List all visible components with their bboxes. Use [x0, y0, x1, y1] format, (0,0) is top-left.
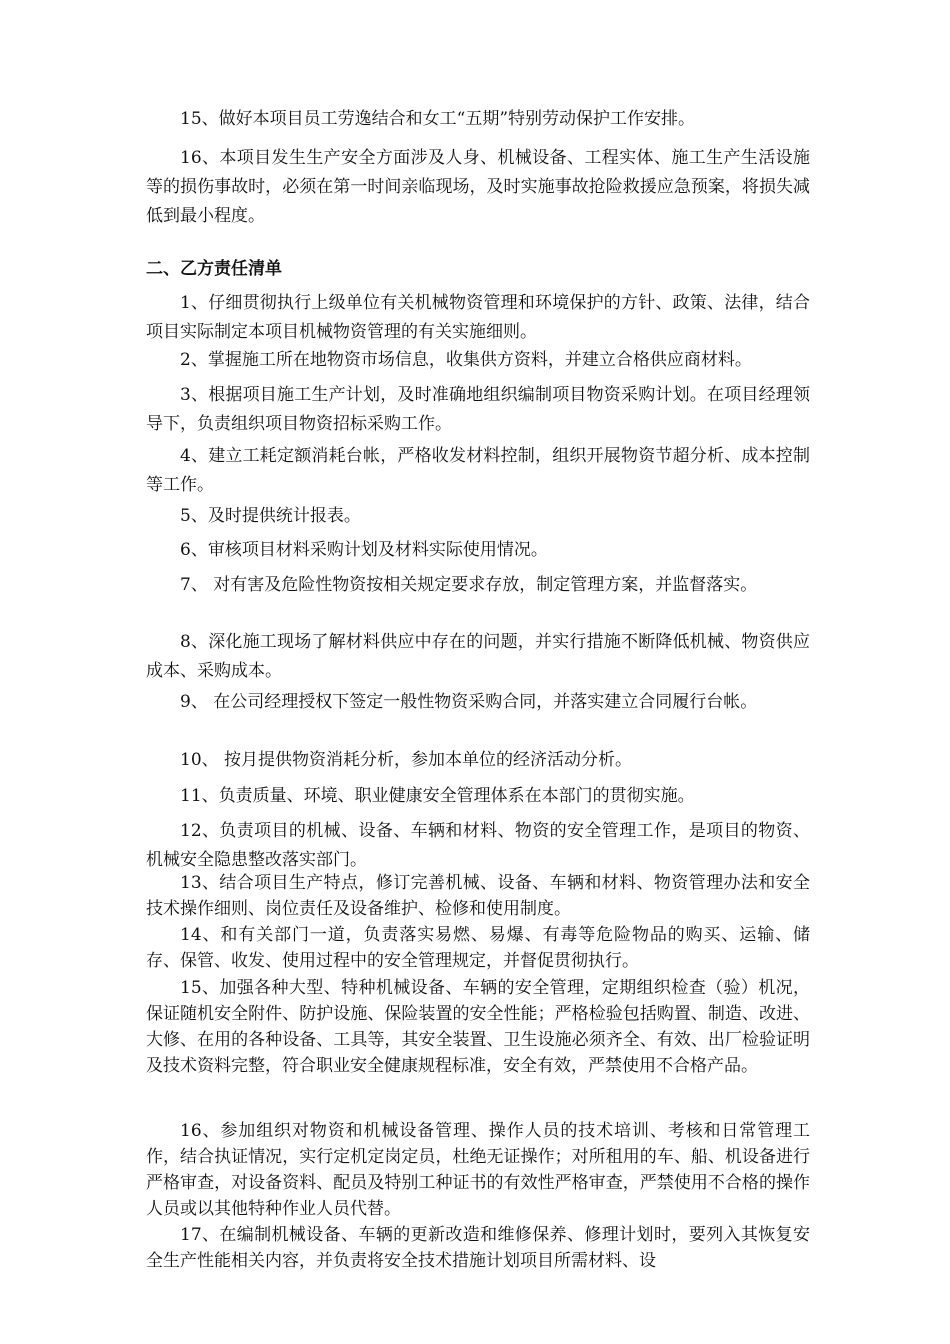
paragraph-c17: 17、在编制机械设备、车辆的更新改造和维修保养、修理计划时，要列入其恢复安全生产性能相关内容，并负责将安全技术措施计划项目所需材料、设 — [146, 1225, 810, 1271]
paragraph-b1: 1、仔细贯彻执行上级单位有关机械物资管理和环境保护的方针、政策、法律，结合项目实际制定本项目机械物资管理的有关实施细则。 — [146, 293, 810, 342]
section-heading: 二、乙方责任清单 — [146, 259, 282, 279]
paragraph-c16: 16、参加组织对物资和机械设备管理、操作人员的技术培训、考核和日常管理工作，结合执证情况，实行定机定岗定员，杜绝无证操作；对所租用的车、船、机设备进行严格审查，对设备资料、配员及特别工种证书的有效性严格审查，严禁使用不合格的操作人员或以其他特种作业人员代替。 — [146, 1121, 810, 1219]
paragraph-b7: 7、 对有害及危险性物资按相关规定要求存放，制定管理方案，并监督落实。 — [180, 575, 758, 595]
paragraph-c15: 15、加强各种大型、特种机械设备、车辆的安全管理，定期组织检查（验）机况，保证随机安全附件、防护设施、保险装置的安全性能；严格检验包括购置、制造、改进、大修、在用的各种设备、工具等，其安全装置、卫生设施必须齐全、有效、出厂检验证明及技术资料完整，符合职业安全健康规程标准，安全有效，严禁使用不合格产品。 — [146, 978, 810, 1076]
paragraph-c13: 13、结合项目生产特点，修订完善机械、设备、车辆和材料、物资管理办法和安全技术操作细则、岗位责任及设备维护、检修和使用制度。 — [146, 873, 810, 919]
paragraph-b2: 2、掌握施工所在地物资市场信息，收集供方资料，并建立合格供应商材料。 — [180, 350, 752, 370]
paragraph-b12: 12、负责项目的机械、设备、车辆和材料、物资的安全管理工作，是项目的物资、机械安全隐患整改落实部门。 — [146, 821, 810, 870]
paragraph-b5: 5、及时提供统计报表。 — [180, 506, 361, 526]
paragraph-b6: 6、审核项目材料采购计划及材料实际使用情况。 — [180, 540, 548, 560]
paragraph-b8: 8、深化施工现场了解材料供应中存在的问题，并实行措施不断降低机械、物资供应成本、采购成本。 — [146, 632, 810, 681]
paragraph-b11: 11、负责质量、环境、职业健康安全管理体系在本部门的贯彻实施。 — [180, 786, 695, 806]
paragraph-a15: 15、做好本项目员工劳逸结合和女工“五期”特别劳动保护工作安排。 — [180, 109, 696, 129]
paragraph-b9: 9、 在公司经理授权下签定一般性物资采购合同，并落实建立合同履行台帐。 — [180, 692, 758, 712]
paragraph-b10: 10、 按月提供物资消耗分析，参加本单位的经济活动分析。 — [180, 750, 633, 770]
paragraph-a16: 16、本项目发生生产安全方面涉及人身、机械设备、工程实体、施工生产生活设施等的损伤事故时，必须在第一时间亲临现场，及时实施事故抢险救援应急预案，将损失减低到最小程度。 — [146, 148, 810, 226]
paragraph-b4: 4、建立工耗定额消耗台帐，严格收发材料控制，组织开展物资节超分析、成本控制等工作。 — [146, 446, 810, 495]
paragraph-c14: 14、和有关部门一道，负责落实易燃、易爆、有毒等危险物品的购买、运输、储存、保管、收发、使用过程中的安全管理规定，并督促贯彻执行。 — [146, 925, 810, 971]
paragraph-b3: 3、根据项目施工生产计划，及时准确地组织编制项目物资采购计划。在项目经理领导下，负责组织项目物资招标采购工作。 — [146, 385, 810, 434]
